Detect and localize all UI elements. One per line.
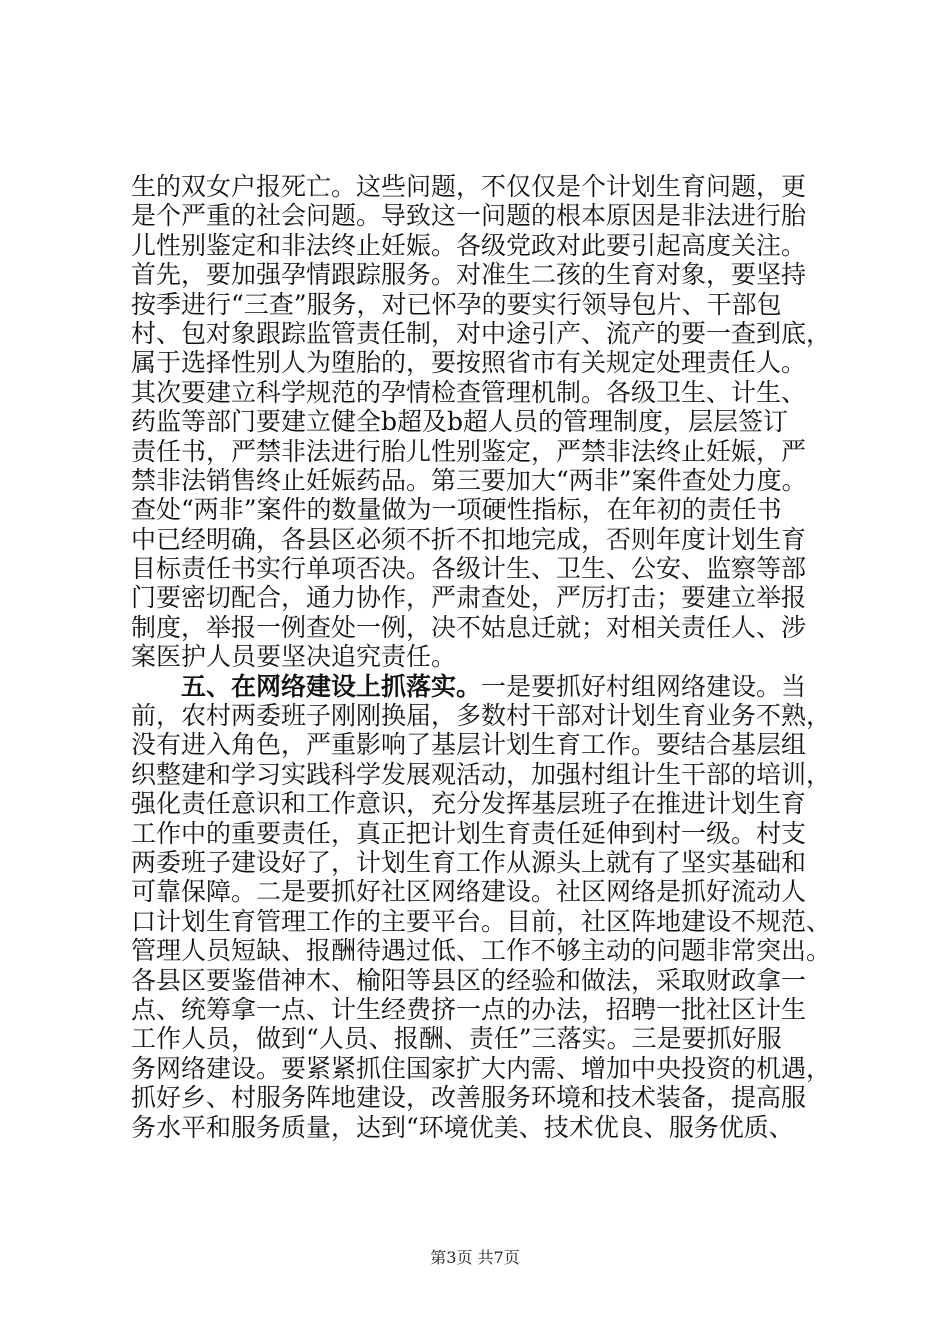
section-line: 务网络建设。要紧紧抓住国家扩大内需、增加中央投资的机遇， (131, 1053, 832, 1083)
section-line: 各县区要鉴借神木、榆阳等县区的经验和做法，采取财政拿一 (131, 965, 807, 995)
body-line: 首先，要加强孕情跟踪服务。对准生二孩的生育对象，要坚持 (131, 260, 807, 290)
body-line: 其次要建立科学规范的孕情检查管理机制。各级卫生、计生、 (131, 377, 807, 407)
section-line: 可靠保障。二是要抓好社区网络建设。社区网络是抓好流动人 (131, 877, 807, 907)
section-heading: 五、在网络建设上抓落实。 (181, 671, 482, 701)
body-line: 查处“两非”案件的数量做为一项硬性指标，在年初的责任书 (131, 495, 782, 525)
body-line: 生的双女户报死亡。这些问题，不仅仅是个计划生育问题，更 (131, 172, 807, 201)
body-line: 属于选择性别人为堕胎的，要按照省市有关规定处理责任人。 (131, 348, 807, 378)
body-line: 目标责任书实行单项否决。各级计生、卫生、公安、监察等部 (131, 554, 807, 584)
section-line: 两委班子建设好了，计划生育工作从源头上就有了坚实基础和 (131, 847, 807, 877)
body-line: 按季进行“三查”服务，对已怀孕的要实行领导包片、干部包 (131, 289, 782, 319)
section-first-line (131, 672, 831, 701)
section-line: 织整建和学习实践科学发展观活动，加强村组计生干部的培训， (131, 759, 832, 789)
section-line: 点、统筹拿一点、计生经费挤一点的办法，招聘一批社区计生 (131, 994, 807, 1024)
document-body (131, 172, 831, 1142)
body-line: 村、包对象跟踪监管责任制，对中途引产、流产的要一查到底， (131, 318, 832, 348)
body-line: 中已经明确，各县区必须不折不扣地完成，否则年度计划生育 (131, 524, 807, 554)
body-line: 责任书，严禁非法进行胎儿性别鉴定，严禁非法终止妊娠，严 (131, 436, 807, 466)
section-line: 口计划生育管理工作的主要平台。目前，社区阵地建设不规范、 (131, 906, 832, 936)
section-line: 强化责任意识和工作意识，充分发挥基层班子在推进计划生育 (131, 789, 807, 819)
body-line: 禁非法销售终止妊娠药品。第三要加大“两非”案件查处力度。 (131, 465, 807, 495)
body-line: 儿性别鉴定和非法终止妊娠。各级党政对此要引起高度关注。 (131, 230, 807, 260)
body-line: 药监等部门要建立健全b超及b超人员的管理制度，层层签订 (131, 407, 789, 437)
section-first-line-text: 一是要抓好村组网络建设。当 (481, 671, 807, 701)
section-line: 工作中的重要责任，真正把计划生育责任延伸到村一级。村支 (131, 818, 807, 848)
section-line: 管理人员短缺、报酬待遇过低、工作不够主动的问题非常突出。 (131, 936, 832, 966)
page-footer (0, 1245, 950, 1268)
body-line: 是个严重的社会问题。导致这一问题的根本原因是非法进行胎 (131, 201, 807, 231)
section-line: 没有进入角色，严重影响了基层计划生育工作。要结合基层组 (131, 730, 807, 760)
page-indicator: 第3页 共7页 (430, 1248, 520, 1267)
section-line: 务水平和服务质量，达到“环境优美、技术优良、服务优质、 (131, 1112, 794, 1142)
body-line: 案医护人员要坚决追究责任。 (131, 642, 457, 672)
body-line: 制度，举报一例查处一例，决不姑息迁就；对相关责任人、涉 (131, 612, 807, 642)
section-line: 抓好乡、村服务阵地建设，改善服务环境和技术装备，提高服 (131, 1083, 807, 1113)
body-line: 门要密切配合，通力协作，严肃查处，严厉打击；要建立举报 (131, 583, 807, 613)
section-line: 前，农村两委班子刚刚换届，多数村干部对计划生育业务不熟， (131, 701, 832, 731)
section-line: 工作人员，做到“人员、报酬、责任”三落实。三是要抓好服 (131, 1024, 782, 1054)
